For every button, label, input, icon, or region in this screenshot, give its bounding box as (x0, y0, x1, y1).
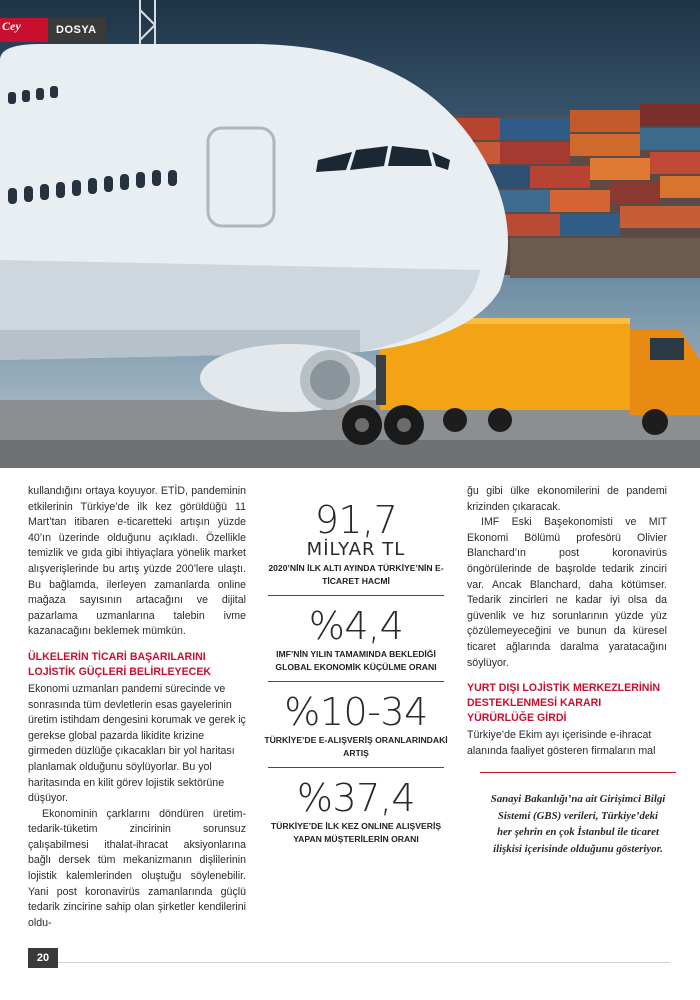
stat-divider (268, 767, 444, 768)
subheading: ÜLKELERİN TİCARİ BAŞARILARINI LOJİSTİK GÜÇLERİ BELİRLEYECEK (28, 650, 212, 678)
paragraph: kullandığını ortaya koyuyor. ETİD, pandeminin etkilerinin Türkiye’de ilk kez görüldüğü 11 Mart’tan itibaren e-ticaretteki artışın yüzde 40’ın üzerinde olduğunu açıkladı. Özellikle temizlik ve gıda gibi ihtiyaçlara yönelik market alışverişlerinde bu artış yüzde 200’lere ulaştı. Bu bağlamda, ilerleyen zamanlarda online mağaza sayısının artacağını ve dijital pazarlama uzmanlarına talebin ivme kazanacağını beklemek mümkün. (28, 485, 246, 638)
stat-value: %4,4 (308, 604, 404, 648)
stats-panel (258, 500, 454, 845)
hero-illustration (0, 0, 700, 468)
stat-unit: MİLYAR TL (306, 539, 406, 560)
stat-description: IMF’NİN YILIN TAMAMINDA BEKLEDİĞİ GLOBAL EKONOMİK KÜÇÜLME ORANI (275, 649, 437, 672)
left-column (28, 484, 246, 931)
logo-mark-icon (0, 18, 34, 34)
paragraph: Ekonomi uzmanları pandemi sürecinde ve sonrasında tüm devletlerin esas gayelerinin üretim istihdam dengesini korumak ve gerek iç gerekse global pazarda likidite krizine girmeden düzlüğe çıkacakları bir yol haritası planlamak olduğunu söylüyorlar. Bu yol haritasında en kilit görev lojistik sektörüne düşüyor. (28, 682, 246, 805)
paragraph: Türkiye’de Ekim ayı içerisinde e-ihracat alanında faaliyet gösteren firmaların mal (467, 729, 656, 757)
svg-text:Cey: Cey (2, 19, 21, 33)
stat-value: 91,7 (314, 498, 398, 542)
quote-text: Sanayi Bakanlığı’na ait Girişimci Bilgi Sistemi (GBS) verileri, Türkiye’deki her şehrin en çok İstanbul ile ticaret ilişkisi içerisinde olduğunu gösteriyor. (490, 793, 666, 855)
page-number: 20 (28, 948, 58, 968)
paragraph: Ekonominin çarklarını döndüren üretim-tedarik-tüketim zincirinin sorunsuz çalışabilmesi ithalat-ihracat aksiyonlarına bağlı dersek tüm mekanizmanın dişlilerinin lojistik kalemlerinden oluştuğu söylenebilir. Yani post koronavirüs zamanlarında güçlü tedarik zincirine sahip olan şirketler kendilerini oldu- (28, 807, 246, 929)
magazine-logo (0, 18, 48, 42)
subheading: YURT DIŞI LOJİSTİK MERKEZLERİNİN DESTEKLENMESİ KARARI YÜRÜRLÜĞE GİRDİ (467, 682, 661, 725)
stat-block (258, 500, 454, 587)
right-column (467, 484, 667, 759)
paragraph: IMF Eski Başekonomisti ve MIT Ekonomi Bölümü profesörü Olivier Blanchard’ın post koronavirüs öngörülerinde de başrolde tedarik zinciri var. Ancak Blanchard, daha kötümser. Tedarik zincirleri ne kadar iyi olsa da güvenlik ve hız sorunlarının yüzde yüz çözülemeyeceğini ve bunun da küresel ticaret ağlarında daralma yaratacağını söylüyor. (467, 516, 667, 669)
stat-value: %37,4 (296, 776, 416, 820)
stat-description: TÜRKİYE’DE E-ALIŞVERİŞ ORANLARINDAKİ ARTIŞ (264, 735, 448, 758)
stat-divider (268, 681, 444, 682)
stat-description: TÜRKİYE’DE İLK KEZ ONLINE ALIŞVERİŞ YAPAN MÜŞTERİLERİN ORANI (270, 821, 442, 844)
stat-block (258, 778, 454, 845)
stat-block (258, 606, 454, 673)
pull-quote (480, 772, 676, 871)
footer-rule (58, 962, 670, 963)
section-tag: DOSYA (48, 18, 105, 42)
stat-block (258, 692, 454, 759)
paragraph: ğu gibi ülke ekonomilerini de pandemi krizinden çıkaracak. (467, 485, 667, 513)
stat-divider (268, 595, 444, 596)
hero-photo (0, 0, 700, 468)
stat-description: 2020’NİN İLK ALTI AYINDA TÜRKİYE’NİN E-TİCARET HACMİ (268, 563, 444, 586)
section-header (0, 18, 110, 42)
stat-value: %10-34 (284, 690, 428, 734)
